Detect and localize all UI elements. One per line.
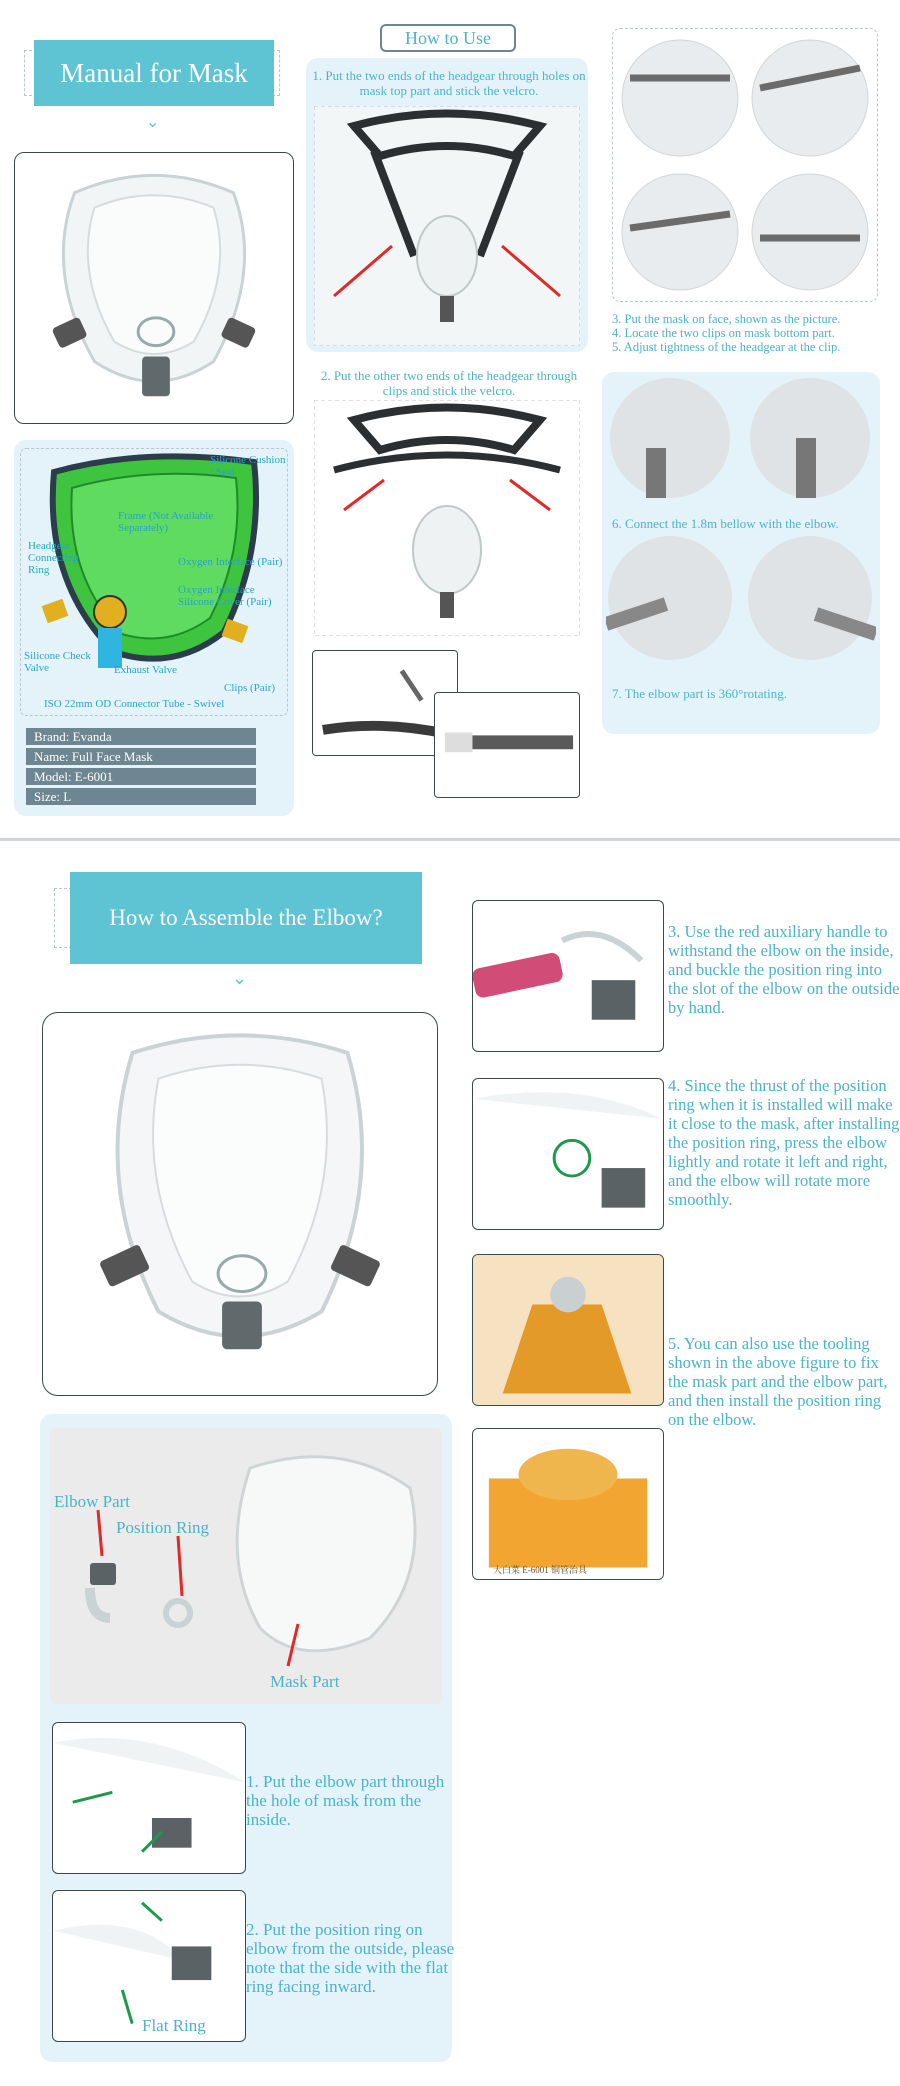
label-position-ring: Position Ring xyxy=(116,1518,210,1537)
rotation-photos xyxy=(606,534,876,664)
spec-name: Name: Full Face Mask xyxy=(26,748,256,765)
tooling-caption: 大白菜 E-6001 铜管治具 xyxy=(493,1565,587,1575)
spec-model: Model: E-6001 xyxy=(26,768,256,785)
assemble-step3-text: 3. Use the red auxiliary handle to withstand the elbow on the inside, and buckle the position ring into the slot of the elbow on the outside by hand. xyxy=(668,922,900,1017)
assemble-step5-text: 5. You can also use the tooling shown in the above figure to fix the mask part and the elbow part, and then install the position ring on the elbow. xyxy=(668,1334,888,1429)
headgear-photo-1 xyxy=(314,106,580,346)
clip-photo-2 xyxy=(434,692,580,798)
label-oxygen-cover: Oxygen Interface Silicone Cover (Pair) xyxy=(178,584,272,608)
label-cushion: Silicone Cushion / Seal xyxy=(210,454,286,478)
label-oxygen-interface: Oxygen Interface (Pair) xyxy=(178,556,283,568)
spec-size: Size: L xyxy=(26,788,256,805)
step4-text: 4. Locate the two clips on mask bottom part. xyxy=(612,326,835,340)
spec-brand: Brand: Evanda xyxy=(26,728,256,745)
tooling-photo-1 xyxy=(472,1254,664,1406)
mask-photo xyxy=(14,152,294,424)
bellow-photos xyxy=(606,378,876,498)
step4-photo xyxy=(472,1078,664,1230)
step2-text: 2. Put the other two ends of the headgear through clips and stick the velcro. xyxy=(320,368,578,398)
label-frame: Frame (Not Available Separately) xyxy=(118,510,214,534)
chevron-down-icon: ⌄ xyxy=(232,968,248,988)
manual-title: Manual for Mask xyxy=(34,40,274,106)
chevron-down-icon: ⌄ xyxy=(146,114,160,131)
label-check-valve: Silicone Check Valve xyxy=(24,650,91,674)
step3-photo xyxy=(472,900,664,1052)
section-divider xyxy=(0,838,900,841)
step1-photo xyxy=(52,1722,246,1874)
parts-photo xyxy=(50,1428,442,1704)
label-flat-ring: Flat Ring xyxy=(142,2016,206,2035)
label-mask-part: Mask Part xyxy=(270,1672,340,1691)
label-clips: Clips (Pair) xyxy=(224,682,276,694)
assemble-step1-text: 1. Put the elbow part through the hole of mask from the inside. xyxy=(246,1772,445,1829)
steps-3-5 xyxy=(612,312,898,354)
headgear-photo-2 xyxy=(314,400,580,636)
wear-photos xyxy=(620,38,870,296)
assemble-title: How to Assemble the Elbow? xyxy=(70,872,422,964)
step3-text: 3. Put the mask on face, shown as the picture. xyxy=(612,312,841,326)
mask-photo-large xyxy=(42,1012,438,1396)
step1-text: 1. Put the two ends of the headgear through holes on mask top part and stick the velcro. xyxy=(312,68,586,98)
label-headgear-ring: Headgear Connecting Ring xyxy=(28,540,79,576)
assemble-step2-text: 2. Put the position ring on elbow from the outside, please note that the side with the flat ring facing inward. xyxy=(246,1920,455,1996)
label-connector: ISO 22mm OD Connector Tube - Swivel xyxy=(44,698,225,710)
assemble-step4-text: 4. Since the thrust of the position ring when it is installed will make it close to the mask, after installing the position ring, press the elbow lightly and rotate it left and right, and the elbow will rotate more smoothly. xyxy=(668,1076,900,1209)
step7-text: 7. The elbow part is 360°rotating. xyxy=(612,686,788,701)
step6-text: 6. Connect the 1.8m bellow with the elbow. xyxy=(612,516,839,531)
label-elbow-part: Elbow Part xyxy=(54,1492,131,1511)
step5-text: 5. Adjust tightness of the headgear at the clip. xyxy=(612,340,841,354)
how-to-use-title: How to Use xyxy=(380,24,516,52)
tooling-photo-2 xyxy=(472,1428,664,1580)
label-exhaust-valve: Exhaust Valve xyxy=(114,664,178,676)
